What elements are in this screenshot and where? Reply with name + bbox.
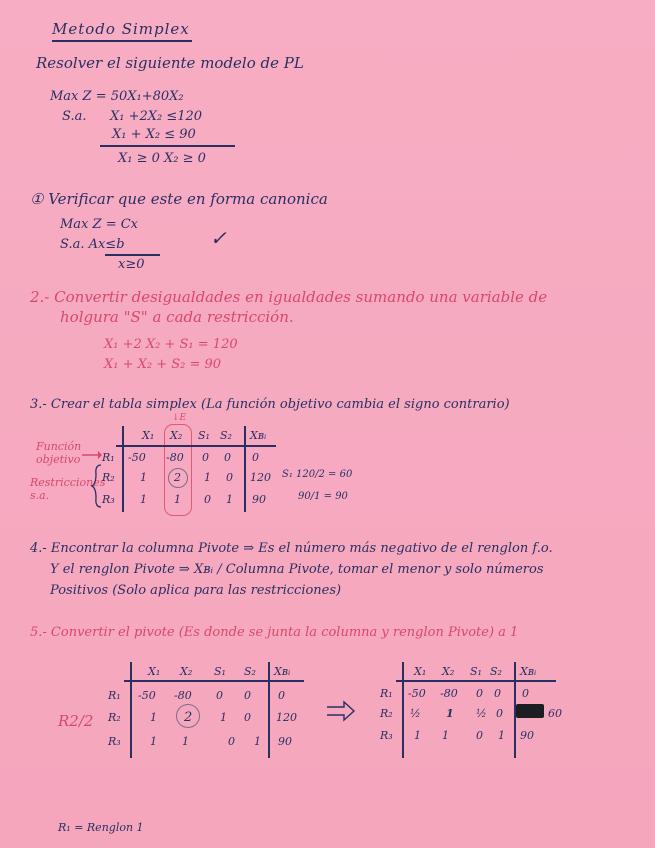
step1-constraint: S.a. Ax≤b — [60, 237, 125, 252]
tr-cell: 0 — [476, 729, 483, 742]
step1-rule — [105, 254, 160, 256]
tl-cell: 1 — [220, 711, 227, 724]
tableau1-rhs-border — [244, 426, 246, 512]
tr-header: X₁ — [414, 665, 427, 678]
tr-cell: 0 — [522, 687, 529, 700]
model-rule — [100, 145, 235, 147]
tr-cell: 1 — [442, 729, 449, 742]
t1-header-xb: Xʙᵢ — [250, 429, 267, 442]
tr-cell: 90 — [520, 729, 534, 742]
step4-line3: Positivos (Solo aplica para las restricciones) — [50, 583, 342, 598]
tl-cell: 0 — [216, 689, 223, 702]
tableau1-left-border — [122, 426, 124, 512]
tl-cell: 0 — [244, 689, 251, 702]
tl-left-border — [130, 662, 132, 758]
step1-nonneg: x≥0 — [118, 257, 145, 272]
ink-blot — [516, 704, 544, 718]
tr-cell: ½ — [410, 707, 421, 720]
step1-objective: Max Z = Cx — [60, 217, 138, 232]
t1-cell: -80 — [166, 451, 184, 464]
tl-header: S₁ — [214, 665, 226, 678]
tr-cell: 1 — [414, 729, 421, 742]
entering-variable-mark: ↓E — [172, 413, 187, 423]
tl-header: X₂ — [180, 665, 193, 678]
t1-cell: 0 — [252, 451, 259, 464]
tl-cell: 1 — [254, 735, 261, 748]
t1-cell: 1 — [140, 471, 147, 484]
tr-pivot-cell: 1 — [446, 707, 454, 720]
tr-cell: 1 — [498, 729, 505, 742]
objective-function: Max Z = 50X₁+80X₂ — [50, 89, 184, 104]
tr-cell: 0 — [496, 707, 503, 720]
tr-row-label: R₁ — [380, 687, 393, 700]
tl-row-label: R₂ — [108, 711, 121, 724]
t1-cell: 120 — [250, 471, 271, 484]
title-underline — [52, 40, 192, 42]
t1-cell: 0 — [226, 471, 233, 484]
row-operation: R2/2 — [58, 712, 94, 730]
tr-row-label: R₂ — [380, 707, 393, 720]
t1-header-x2: X₂ — [170, 429, 183, 442]
step5-title: 5.- Convertir el pivote (Es donde se junta la columna y renglon Pivote) a 1 — [30, 625, 519, 640]
tl-rhs-border — [268, 662, 270, 758]
step2-title-line1: 2.- Convertir desigualdades en igualdades sumando una variable de — [30, 288, 548, 306]
t1-pivot-cell: 2 — [174, 471, 181, 484]
tl-cell: 1 — [150, 735, 157, 748]
step1-title: ① Verificar que este en forma canonica — [30, 190, 328, 208]
t1-cell: 0 — [202, 451, 209, 464]
restricciones-label: Restricciones s.a. — [30, 476, 106, 503]
tl-row-label: R₃ — [108, 735, 121, 748]
tr-header-rule — [396, 680, 556, 682]
ratio-row2: S₁ 120/2 = 60 — [282, 469, 353, 480]
tr-cell: -50 — [408, 687, 426, 700]
t1-cell: 1 — [204, 471, 211, 484]
tr-header: S₁ — [470, 665, 482, 678]
t1-cell: -50 — [128, 451, 146, 464]
constraint-2: X₁ + X₂ ≤ 90 — [112, 127, 196, 142]
step4-line1: 4.- Encontrar la columna Pivote ⇒ Es el número más negativo de el renglon f.o. — [30, 541, 553, 556]
step4-line2: Y el renglon Pivote ⇒ Xʙᵢ / Columna Pivote, tomar el menor y solo números — [50, 562, 544, 577]
t1-cell: 0 — [224, 451, 231, 464]
t1-cell: 90 — [252, 493, 266, 506]
tr-left-border — [402, 662, 404, 758]
tl-row-label: R₁ — [108, 689, 121, 702]
tl-header-rule — [124, 680, 304, 682]
t1-header-s2: S₂ — [220, 429, 232, 442]
tr-cell: 60 — [548, 707, 562, 720]
step3-title: 3.- Crear el tabla simplex (La función objetivo cambia el signo contrario) — [30, 397, 510, 412]
tr-header: X₂ — [442, 665, 455, 678]
transform-arrow-icon — [326, 700, 356, 722]
tl-cell: 0 — [244, 711, 251, 724]
funcion-objetivo-label: Función objetivo — [36, 440, 82, 467]
tr-cell: ½ — [476, 707, 487, 720]
step2-title-line2: holgura "S" a cada restricción. — [60, 308, 294, 326]
tl-cell: 1 — [150, 711, 157, 724]
tl-header: S₂ — [244, 665, 256, 678]
tl-cell: 90 — [278, 735, 292, 748]
t1-header-x1: X₁ — [142, 429, 155, 442]
tl-cell: -50 — [138, 689, 156, 702]
t1-cell: 1 — [226, 493, 233, 506]
t1-cell: 0 — [204, 493, 211, 506]
t1-header-s1: S₁ — [198, 429, 210, 442]
t1-cell: 1 — [174, 493, 181, 506]
tl-header: Xʙᵢ — [274, 665, 291, 678]
arrow-to-fo-icon — [82, 450, 102, 460]
constraint-1: X₁ +2X₂ ≤120 — [110, 109, 203, 124]
tr-cell: 0 — [494, 687, 501, 700]
tr-header: S₂ — [490, 665, 502, 678]
t1-row-label: R₃ — [102, 493, 115, 506]
t1-row-label: R₂ — [102, 471, 115, 484]
tl-cell: 120 — [276, 711, 297, 724]
ratio-row3: 90/1 = 90 — [298, 491, 348, 502]
tr-cell: -80 — [440, 687, 458, 700]
tableau1-header-rule — [116, 445, 276, 447]
footer-note: R₁ = Renglon 1 — [58, 821, 144, 834]
t1-cell: 1 — [140, 493, 147, 506]
tr-header: Xʙᵢ — [520, 665, 537, 678]
tl-header: X₁ — [148, 665, 161, 678]
check-mark: ✓ — [210, 226, 227, 250]
nonnegativity: X₁ ≥ 0 X₂ ≥ 0 — [118, 151, 206, 166]
tl-cell: 0 — [278, 689, 285, 702]
slack-equation-1: X₁ +2 X₂ + S₁ = 120 — [104, 337, 238, 352]
intro-text: Resolver el siguiente modelo de PL — [36, 54, 304, 72]
tl-pivot-cell: 2 — [184, 710, 193, 725]
slack-equation-2: X₁ + X₂ + S₂ = 90 — [104, 357, 222, 372]
tr-cell: 0 — [476, 687, 483, 700]
tl-cell: 0 — [228, 735, 235, 748]
t1-row-label: R₁ — [102, 451, 115, 464]
brace-icon — [92, 464, 102, 508]
st-prefix: S.a. — [62, 109, 87, 124]
tl-cell: -80 — [174, 689, 192, 702]
tr-row-label: R₃ — [380, 729, 393, 742]
page-title: Metodo Simplex — [52, 20, 190, 38]
tl-cell: 1 — [182, 735, 189, 748]
